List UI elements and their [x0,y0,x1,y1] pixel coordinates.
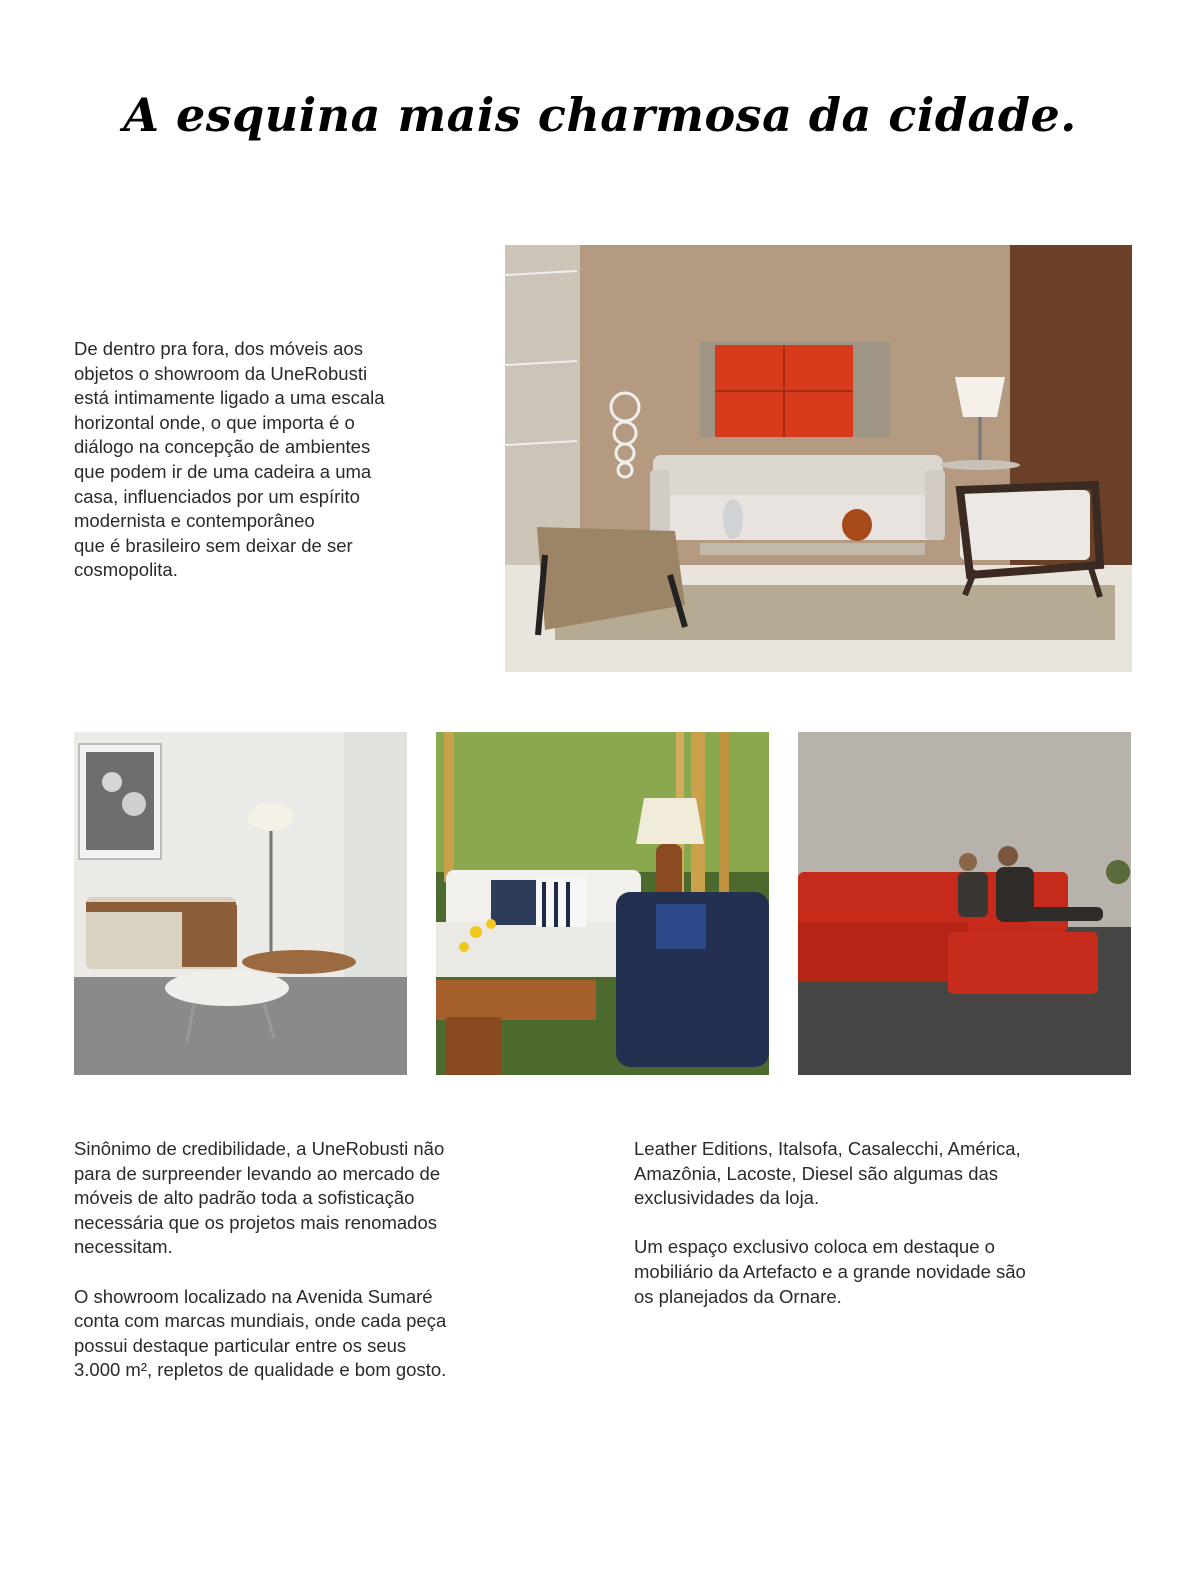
text-line: os planejados da Ornare. [634,1285,842,1307]
intro-line: horizontal onde, o que importa é o [74,411,355,433]
intro-paragraph [74,337,474,583]
intro-line: objetos o showroom da UneRobusti [74,362,368,384]
intro-line: está intimamente ligado a uma escala [74,387,385,409]
text-line: necessária que os projetos mais renomados [74,1211,437,1233]
text-line: Um espaço exclusivo coloca em destaque o [634,1236,995,1258]
text-line: mobiliário da Artefacto e a grande novidade são [634,1260,1026,1282]
intro-line: que podem ir de uma cadeira a uma [74,460,372,482]
right-column-text [634,1137,1134,1309]
text-line: conta com marcas mundiais, onde cada peça [74,1310,447,1332]
text-line: Amazônia, Lacoste, Diesel são algumas das [634,1162,999,1184]
text-line: Sinônimo de credibilidade, a UneRobusti não [74,1138,445,1159]
lounge-chair-photo [74,732,407,1075]
paragraph-gap [634,1211,1134,1236]
intro-line: diálogo na concepção de ambientes [74,436,371,458]
text-line: possui destaque particular entre os seus [74,1334,407,1356]
text-line: para de surpreender levando ao mercado de [74,1162,441,1184]
text-line: móveis de alto padrão toda a sofisticação [74,1187,415,1209]
page-title: A esquina mais charmosa da cidade. [123,88,1077,142]
text-line: 3.000 m², repletos de qualidade e bom gosto. [74,1359,447,1381]
living-room-photo [505,245,1132,672]
text-line: necessitam. [74,1236,173,1258]
left-column-text [74,1137,544,1383]
text-line: O showroom localizado na Avenida Sumaré [74,1285,433,1307]
paragraph-gap [74,1260,544,1285]
outdoor-sofa-photo [436,732,769,1075]
text-line: Leather Editions, Italsofa, Casalecchi, América, [634,1138,1021,1159]
intro-line: De dentro pra fora, dos móveis aos [74,338,363,359]
intro-line: que é brasileiro sem deixar de ser [74,534,353,556]
text-line: exclusividades da loja. [634,1187,820,1209]
red-sofa-photo [798,732,1131,1075]
intro-line: casa, influenciados por um espírito [74,485,360,507]
intro-line: modernista e contemporâneo [74,510,315,532]
intro-line: cosmopolita. [74,559,178,581]
